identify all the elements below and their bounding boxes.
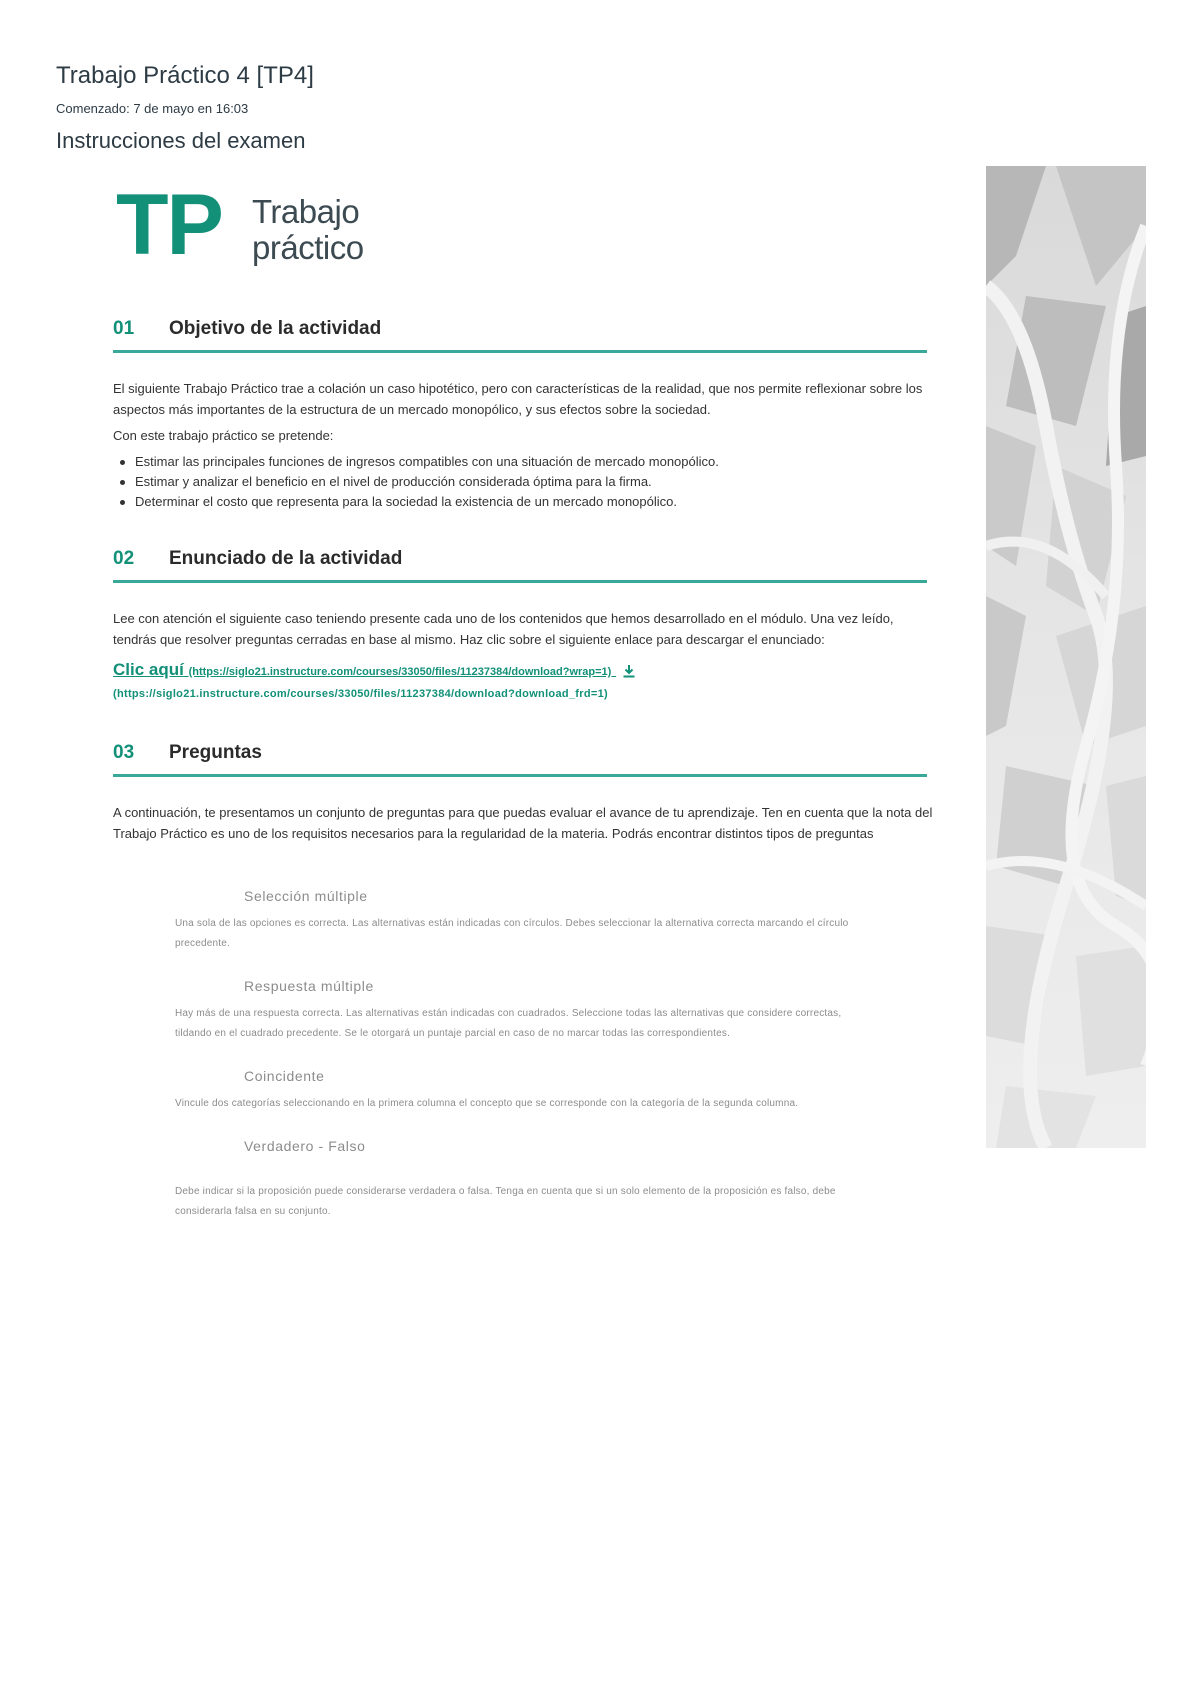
question-type-title: Verdadero - Falso: [244, 1138, 366, 1154]
list-item: Estimar las principales funciones de ingresos compatibles con una situación de mercado monopólico.: [113, 452, 933, 472]
logo-line-2: práctico: [252, 229, 364, 266]
question-type-description: Vincule dos categorías seleccionando en la primera columna el concepto que se corresponde con la categoría de la segunda columna.: [175, 1098, 799, 1109]
question-type-description: Debe indicar si la proposición puede considerarse verdadera o falsa. Tenga en cuenta que si un solo elemento de la proposición es falso, debe considerarla falsa en su conjunto.: [175, 1186, 836, 1217]
logo-line-1: Trabajo: [252, 193, 360, 230]
section-statement-header: [113, 542, 927, 583]
section-objective-header: [113, 312, 927, 353]
question-type-title: Selección múltiple: [244, 888, 368, 904]
instructions-title: Instrucciones del examen: [56, 128, 306, 153]
section-title: Preguntas: [169, 742, 262, 763]
tp-logo: [116, 177, 396, 276]
list-item: Estimar y analizar el beneficio en el nivel de producción considerada óptima para la firma.: [113, 472, 933, 492]
objective-intro: Con este trabajo práctico se pretende:: [113, 428, 334, 443]
section-number: 03: [113, 742, 135, 763]
logo-words: [252, 194, 364, 266]
question-type-description: Una sola de las opciones es correcta. Las alternativas están indicadas con círculos. Debes seleccionar la alternativa correcta marcando el círculo precedente.: [175, 918, 849, 949]
statement-paragraph: Lee con atención el siguiente caso teniendo presente cada uno de los contenidos que hemos desarrollado en el módulo. Una vez leído, tendrás que resolver preguntas cerradas en base al mismo. Haz clic sobre el siguiente enlace para descargar el enunciado:: [113, 611, 894, 647]
direct-download-link[interactable]: (https://siglo21.instructure.com/courses/33050/files/11237384/download?download_frd=1): [113, 688, 608, 700]
download-link-url[interactable]: (https://siglo21.instructure.com/courses/33050/files/11237384/download?wrap=1): [188, 666, 612, 678]
started-value: 7 de mayo en 16:03: [133, 101, 249, 116]
questions-paragraph: A continuación, te presentamos un conjunto de preguntas para que puedas evaluar el avance de tu aprendizaje. Ten en cuenta que la nota del Trabajo Práctico es uno de los requisitos necesarios para la regularidad de la materia. Podrás encontrar distintos tipos de preguntas: [113, 805, 933, 841]
section-number: 01: [113, 318, 135, 339]
logo-initials: TP: [116, 177, 222, 273]
objective-list: [113, 452, 933, 512]
section-title: Objetivo de la actividad: [169, 318, 382, 339]
started-timestamp: [56, 101, 248, 116]
architecture-image: [986, 166, 1146, 1148]
download-link-text[interactable]: Clic aquí: [113, 660, 184, 679]
page-title: Trabajo Práctico 4 [TP4]: [56, 62, 314, 89]
download-icon[interactable]: [622, 664, 636, 678]
section-number: 02: [113, 548, 135, 569]
question-type-description: Hay más de una respuesta correcta. Las alternativas están indicadas con cuadrados. Seleccione todas las alternativas que considere correctas, tildando en el cuadrado precedente. Se le otorgará un puntaje parcial en caso de no marcar todas las correspondientes.: [175, 1008, 842, 1039]
question-type-title: Coincidente: [244, 1068, 325, 1084]
objective-paragraph: El siguiente Trabajo Práctico trae a colación un caso hipotético, pero con características de la realidad, que nos permite reflexionar sobre los aspectos más importantes de la estructura de un mercado monopólico, y sus efectos sobre la sociedad.: [113, 381, 923, 417]
started-label: Comenzado:: [56, 101, 130, 116]
download-link[interactable]: [113, 660, 636, 680]
section-questions-header: [113, 736, 927, 777]
question-type-title: Respuesta múltiple: [244, 978, 374, 994]
list-item: Determinar el costo que representa para la sociedad la existencia de un mercado monopólico.: [113, 492, 933, 512]
section-title: Enunciado de la actividad: [169, 548, 403, 569]
